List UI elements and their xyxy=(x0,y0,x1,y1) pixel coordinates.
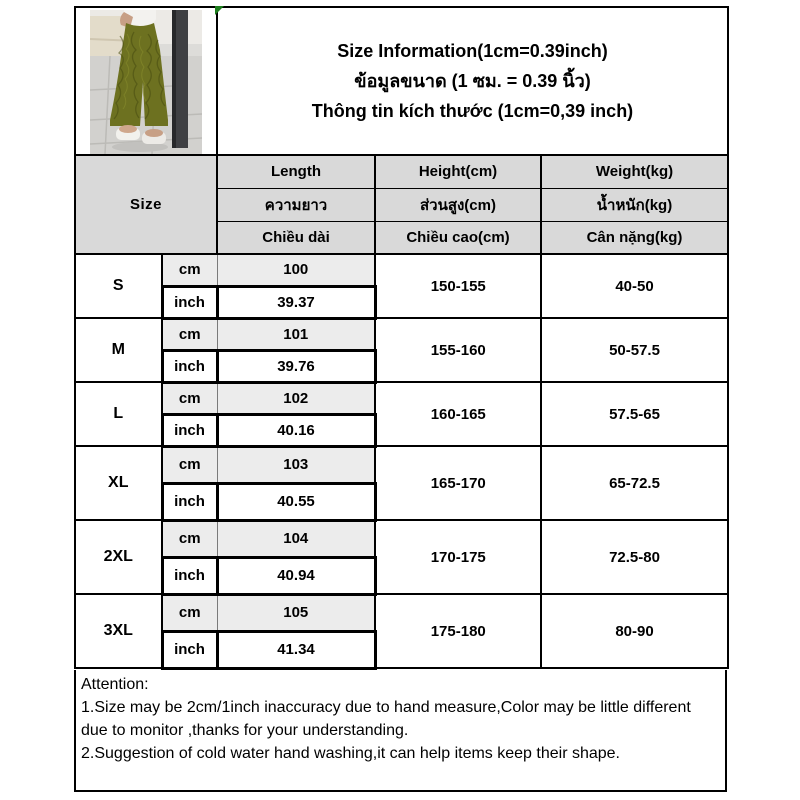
size-label-2xl: 2XL xyxy=(75,520,162,594)
unit-cm-label: cm xyxy=(162,318,217,350)
length-inch-value-3xl: 41.34 xyxy=(217,631,375,668)
unit-inch-label: inch xyxy=(162,631,217,668)
length-cm-value-m: 101 xyxy=(217,318,375,350)
length-cm-value-xl: 103 xyxy=(217,446,375,483)
size-label-m: M xyxy=(75,318,162,382)
attention-note xyxy=(74,670,727,792)
length-cm-value-l: 102 xyxy=(217,382,375,414)
title-line-th: ข้อมูลขนาด (1 ซม. = 0.39 นิ้ว) xyxy=(354,71,591,91)
weight-range-3xl: 80-90 xyxy=(541,594,728,668)
weight-range-2xl: 72.5-80 xyxy=(541,520,728,594)
table-row-m-cm xyxy=(75,318,728,350)
unit-inch-label: inch xyxy=(162,350,217,382)
length-inch-value-2xl: 40.94 xyxy=(217,557,375,594)
weight-range-l: 57.5-65 xyxy=(541,382,728,446)
size-label-l: L xyxy=(75,382,162,446)
header-row-en xyxy=(75,155,728,188)
attention-line-2: 2.Suggestion of cold water hand washing,it can help items keep their shape. xyxy=(81,744,620,762)
unit-inch-label: inch xyxy=(162,414,217,446)
product-photo xyxy=(90,10,202,154)
unit-cm-label: cm xyxy=(162,446,217,483)
height-range-l: 160-165 xyxy=(375,382,541,446)
height-header-vi: Chiều cao(cm) xyxy=(375,221,541,254)
weight-range-m: 50-57.5 xyxy=(541,318,728,382)
table-row-3xl-cm xyxy=(75,594,728,631)
table-row-2xl-cm xyxy=(75,520,728,557)
unit-inch-label: inch xyxy=(162,286,217,318)
weight-range-s: 40-50 xyxy=(541,254,728,318)
weight-range-xl: 65-72.5 xyxy=(541,446,728,520)
weight-header-th: น้ำหนัก(kg) xyxy=(541,188,728,221)
size-label-s: S xyxy=(75,254,162,318)
table-row-xl-cm xyxy=(75,446,728,483)
attention-line-1: 1.Size may be 2cm/1inch inaccuracy due to hand measure,Color may be little different due to monitor ,thanks for your understanding. xyxy=(81,698,691,739)
size-header: Size xyxy=(75,155,217,254)
length-inch-value-xl: 40.55 xyxy=(217,483,375,520)
length-inch-value-l: 40.16 xyxy=(217,414,375,446)
unit-inch-label: inch xyxy=(162,557,217,594)
height-range-3xl: 175-180 xyxy=(375,594,541,668)
length-cm-value-2xl: 104 xyxy=(217,520,375,557)
size-chart-sheet xyxy=(74,6,727,792)
unit-cm-label: cm xyxy=(162,520,217,557)
length-header-en: Length xyxy=(217,155,375,188)
table-row-l-cm xyxy=(75,382,728,414)
length-cm-value-3xl: 105 xyxy=(217,594,375,631)
height-header-th: ส่วนสูง(cm) xyxy=(375,188,541,221)
weight-header-en: Weight(kg) xyxy=(541,155,728,188)
title-row xyxy=(75,7,728,155)
length-header-vi: Chiều dài xyxy=(217,221,375,254)
title-line-vi: Thông tin kích thước (1cm=0,39 inch) xyxy=(311,101,634,121)
size-label-3xl: 3XL xyxy=(75,594,162,668)
product-photo-cell xyxy=(75,7,217,155)
height-range-2xl: 170-175 xyxy=(375,520,541,594)
size-table xyxy=(74,6,729,670)
unit-cm-label: cm xyxy=(162,382,217,414)
height-header-en: Height(cm) xyxy=(375,155,541,188)
attention-title: Attention: xyxy=(81,675,149,693)
size-label-xl: XL xyxy=(75,446,162,520)
length-header-th: ความยาว xyxy=(217,188,375,221)
height-range-m: 155-160 xyxy=(375,318,541,382)
height-range-xl: 165-170 xyxy=(375,446,541,520)
length-inch-value-m: 39.76 xyxy=(217,350,375,382)
unit-inch-label: inch xyxy=(162,483,217,520)
title-line-en: Size Information(1cm=0.39inch) xyxy=(337,41,608,61)
table-row-s-cm xyxy=(75,254,728,286)
title-cell xyxy=(217,7,728,155)
height-range-s: 150-155 xyxy=(375,254,541,318)
length-inch-value-s: 39.37 xyxy=(217,286,375,318)
weight-header-vi: Cân nặng(kg) xyxy=(541,221,728,254)
unit-cm-label: cm xyxy=(162,254,217,286)
length-cm-value-s: 100 xyxy=(217,254,375,286)
unit-cm-label: cm xyxy=(162,594,217,631)
green-corner-marker-icon xyxy=(215,6,224,15)
